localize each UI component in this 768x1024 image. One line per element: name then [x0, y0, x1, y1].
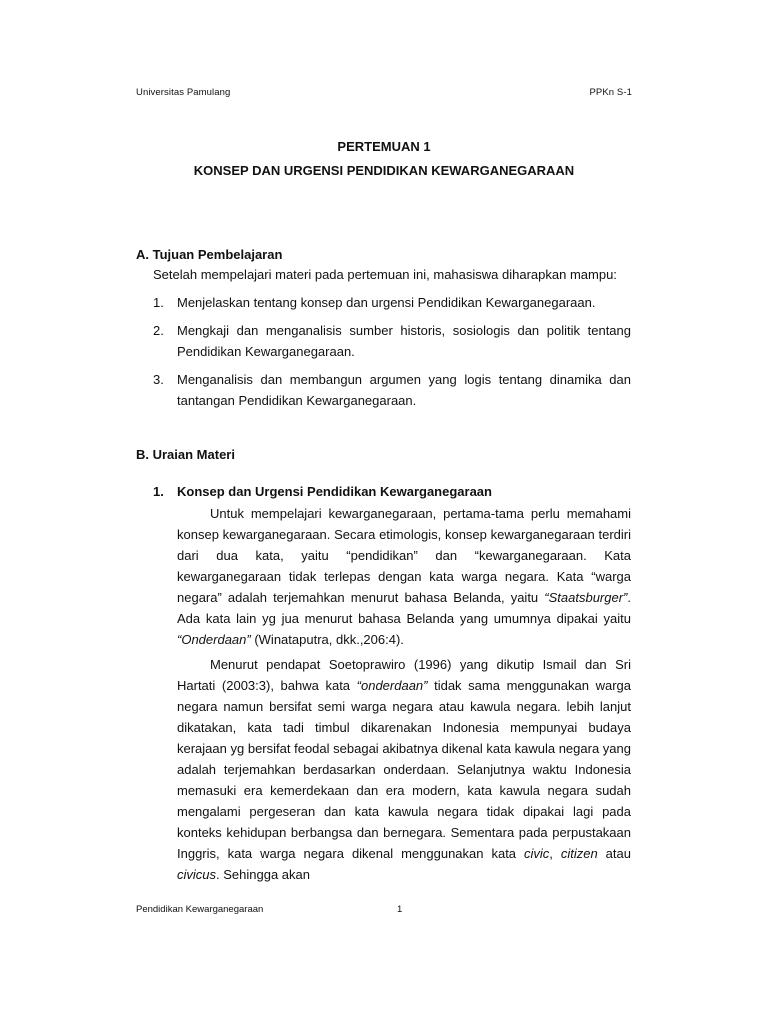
paragraph-text: . Sehingga akan [216, 867, 310, 882]
paragraph-text: tidak sama menggunakan warga negara namun bersifat semi warga negara atau kawula negara. lebih lanjut dikatakan, kata tadi timbul dikarenakan Indonesia mempunyai budaya kerajaan yg bersifat feodal sebagai akibatnya dikenal kata kawula negara yang adalah terjemahkan berdasarkan onderdaan. Selanjutnya waktu Indonesia memasuki era kemerdekaan dan era modern, kata kawula negara sudah mengalami pergeseran dan kata kawula negara tidak dipakai lagi pada konteks kehidupan berbangsa dan bernegara. Sementara pada perpustakaan Inggris, kata warga negara dikenal menggunakan kata [177, 678, 631, 861]
paragraph-text: . Ada kata lain yg jua menurut bahasa Belanda yang umumnya dipakai yaitu [177, 590, 631, 626]
body-paragraph-2 [177, 654, 631, 885]
page-number: 1 [397, 904, 403, 915]
paragraph-text: atau [597, 846, 631, 861]
subsection-heading [153, 484, 492, 499]
objective-text: Menjelaskan tentang konsep dan urgensi Pendidikan Kewarganegaraan. [177, 295, 596, 310]
paragraph-text: Menurut pendapat Soetoprawiro (1996) yang dikutip Ismail dan Sri Hartati (2003:3), bahwa kata [177, 657, 631, 693]
paragraph-text: , [549, 846, 561, 861]
objective-number: 3. [153, 372, 164, 387]
header-program: PPKn S-1 [589, 87, 632, 98]
objective-item [153, 369, 631, 411]
chapter-title: KONSEP DAN URGENSI PENDIDIKAN KEWARGANEGARAAN [193, 163, 575, 178]
objective-item [153, 320, 631, 362]
section-b-heading: B. Uraian Materi [136, 447, 235, 462]
paragraph-text: (Winataputra, dkk.,206:4). [250, 632, 404, 647]
objective-number: 1. [153, 295, 164, 310]
term-citizen: citizen [560, 846, 598, 861]
meeting-title: PERTEMUAN 1 [337, 139, 431, 154]
running-header [136, 87, 632, 101]
section-a-lead: Setelah mempelajari materi pada pertemuan ini, mahasiswa diharapkan mampu: [153, 267, 617, 282]
term-civic: civic [524, 846, 550, 861]
paragraph-text: Untuk mempelajari kewarganegaraan, pertama-tama perlu memahami konsep kewarganegaraan. Secara etimologis, konsep kewarganegaraan terdiri dari dua kata, yaitu “pendidikan” dan “kewarganegaraan. Kata kewarganegaraan tidak terlepas dengan kata warga negara. Kata “warga negara” adalah terjemahkan menurut bahasa Belanda, yaitu [177, 506, 631, 605]
term-staatsburger: “Staatsburger” [544, 590, 628, 605]
subsection-title: Konsep dan Urgensi Pendidikan Kewarganegaraan [177, 484, 492, 499]
body-paragraph-1 [177, 503, 631, 650]
term-onderdaan: “Onderdaan” [177, 632, 251, 647]
objective-item [153, 292, 631, 313]
objective-text: Menganalisis dan membangun argumen yang logis tentang dinamika dan tantangan Pendidikan Kewarganegaraan. [177, 372, 631, 408]
section-a-heading: A. Tujuan Pembelajaran [136, 247, 283, 262]
subsection-number: 1. [153, 484, 164, 499]
objective-text: Mengkaji dan menganalisis sumber historis, sosiologis dan politik tentang Pendidikan Kewarganegaraan. [177, 323, 631, 359]
header-university: Universitas Pamulang [136, 87, 231, 98]
objective-number: 2. [153, 323, 164, 338]
term-onderdaan: “onderdaan” [356, 678, 428, 693]
term-civicus: civicus [177, 867, 217, 882]
footer-course-title: Pendidikan Kewarganegaraan [136, 904, 264, 915]
